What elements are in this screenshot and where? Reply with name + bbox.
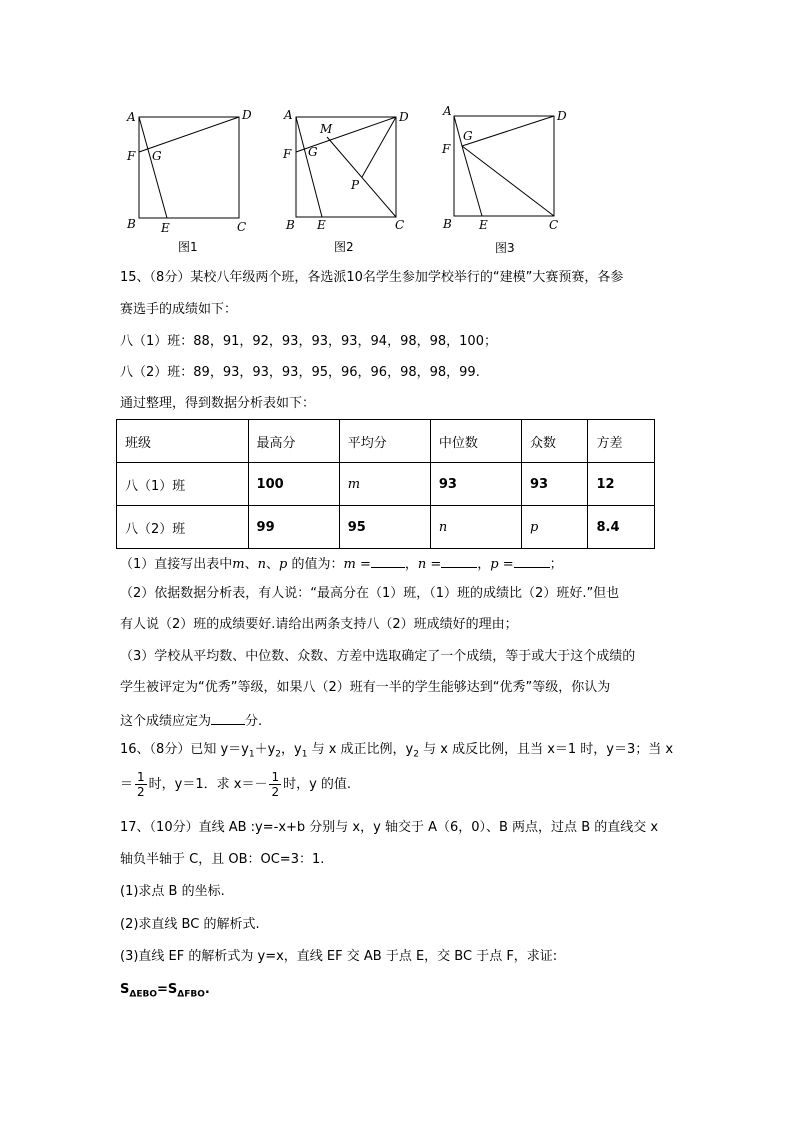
n-equals: n =	[417, 557, 442, 572]
q15-sub2-line-1: （2）依据数据分析表，有人说：“最高分在（1）班，（1）班的成绩比（2）班好.”但也	[120, 586, 620, 601]
subscript: 2	[413, 749, 419, 760]
q16-line-2	[120, 768, 351, 802]
q17-conclusion	[120, 981, 210, 1004]
table-cell: 8.4	[588, 506, 655, 549]
fig2-line-pd	[362, 117, 396, 177]
fig2-label-d: D	[399, 110, 409, 124]
table-header-cell: 众数	[522, 420, 588, 463]
p-equals: p =	[490, 557, 514, 572]
q15-line-1: 15、（8分）某校八年级两个班，各选派10名学生参加学校举行的“建模”大赛预赛，各参	[120, 270, 624, 285]
table-cell: p	[522, 506, 588, 549]
q15-sub1-mid: 的值为：	[287, 557, 344, 572]
area-symbol: =S	[157, 982, 178, 997]
table-header-cell: 班级	[117, 420, 249, 463]
table-cell: 99	[248, 506, 339, 549]
fig1-caption: 图1	[178, 240, 198, 254]
fig3-label-f: F	[442, 142, 451, 156]
q15-class2-scores: 八（2）班：89，93，93，93，95，96，96，98，98，99.	[120, 365, 480, 380]
fig1-label-d: D	[242, 108, 252, 122]
fraction-one-half	[135, 770, 147, 799]
fig3-label-e: E	[479, 218, 488, 232]
q15-sub1-sep: 、	[244, 557, 258, 572]
table-cell: 93	[430, 463, 521, 506]
fig2-label-e: E	[317, 218, 326, 232]
answer-blank-m[interactable]	[371, 553, 405, 568]
subscript: ΔFBO	[177, 989, 205, 1000]
fig1-label-e: E	[161, 221, 170, 235]
table-cell: 12	[588, 463, 655, 506]
q15-sub1-sep: 、	[266, 557, 280, 572]
q17-line-1: 17、（10分）直线 AB :y=-x+b 分别与 x，y 轴交于 A（6，0）、B 两点，过点 B 的直线交 x	[120, 820, 659, 835]
answer-blank-p[interactable]	[514, 553, 550, 568]
fig2-label-p: P	[351, 178, 360, 192]
table-cell: 93	[522, 463, 588, 506]
m-equals: m =	[343, 557, 371, 572]
stats-table	[116, 419, 655, 549]
fig1-label-f: F	[127, 149, 136, 163]
q16-line-1	[120, 741, 673, 764]
table-header-cell: 方差	[588, 420, 655, 463]
fraction-numerator: 1	[271, 770, 280, 784]
fig1-label-a: A	[127, 110, 136, 124]
q17-sub1: (1)求点 B 的坐标.	[120, 884, 225, 899]
figure-row	[0, 0, 794, 260]
table-cell: 八（2）班	[117, 506, 249, 549]
figure-1	[139, 117, 239, 218]
table-row	[117, 506, 655, 549]
fraction-numerator: 1	[137, 770, 145, 784]
fraction-one-half	[269, 770, 281, 799]
q15-sub1-end: ；	[549, 557, 563, 572]
q16-text: ＝	[120, 777, 134, 792]
fig2-label-g: G	[308, 145, 318, 159]
q15-table-intro: 通过整理，得到数据分析表如下：	[120, 396, 316, 411]
fig2-label-m: M	[320, 122, 333, 136]
fig2-label-c: C	[395, 218, 405, 232]
q16-text: 与 x 成正比例，y	[307, 742, 414, 757]
q16-text: 与 x 成反比例，且当 x＝1 时，y＝3；当 x	[418, 742, 674, 757]
q15-class1-scores: 八（1）班：88，91，92，93，93，93，94，98，98，100；	[120, 334, 497, 349]
q15-sub1-comma: ，	[477, 557, 491, 572]
fig3-label-d: D	[557, 109, 567, 123]
fig3-line-ag	[454, 116, 462, 146]
table-cell: 95	[339, 506, 430, 549]
table-cell: 100	[248, 463, 339, 506]
fig2-label-f: F	[283, 147, 292, 161]
figure-2	[296, 117, 396, 217]
fig2-square	[296, 117, 396, 217]
fig2-label-a: A	[284, 108, 293, 122]
q16-text: 16、（8分）已知 y＝y	[120, 742, 249, 757]
fig2-label-b: B	[286, 218, 295, 232]
table-header-cell: 平均分	[339, 420, 430, 463]
fig1-label-g: G	[152, 149, 162, 163]
table-header-cell: 中位数	[430, 420, 521, 463]
q15-sub3-suffix: 分.	[245, 714, 263, 729]
subscript: 1	[301, 749, 308, 760]
fraction-denominator: 2	[271, 785, 280, 799]
fig1-label-b: B	[127, 217, 136, 231]
q16-text: ＋y	[254, 742, 276, 757]
fig3-line-gc	[462, 146, 554, 216]
subscript: 1	[248, 749, 255, 760]
var-n: n	[257, 557, 266, 572]
table-cell: 八（1）班	[117, 463, 249, 506]
fig3-label-c: C	[549, 218, 559, 232]
q15-line-2: 赛选手的成绩如下：	[120, 302, 238, 317]
fraction-denominator: 2	[137, 785, 145, 799]
period: .	[204, 982, 210, 997]
fig3-label-b: B	[443, 217, 452, 231]
subscript: ΔEBO	[129, 989, 157, 1000]
fig3-line-ge	[462, 146, 482, 216]
q15-sub3-prefix: 这个成绩应定为	[120, 714, 212, 729]
q15-sub1	[120, 553, 563, 574]
q16-text: ，y	[281, 742, 302, 757]
q17-line-2: 轴负半轴于 C，且 OB：OC=3：1.	[120, 852, 325, 867]
answer-blank-score[interactable]	[211, 710, 245, 725]
fig1-square	[139, 117, 239, 218]
fig2-caption: 图2	[334, 240, 354, 254]
q17-sub3: (3)直线 EF 的解析式为 y=x，直线 EF 交 AB 于点 E，交 BC 于点 F，求证:	[120, 949, 558, 964]
fig3-label-a: A	[443, 104, 452, 118]
table-cell: n	[430, 506, 521, 549]
q15-sub3-line-2: 学生被评定为“优秀”等级，如果八（2）班有一半的学生能够达到“优秀”等级，你认为	[120, 680, 611, 695]
fig3-label-g: G	[463, 129, 473, 143]
table-row	[117, 463, 655, 506]
area-symbol: S	[120, 982, 130, 997]
q16-text: 时，y＝1．求 x＝－	[148, 777, 268, 792]
table-cell: m	[339, 463, 430, 506]
q15-sub3-line-1: （3）学校从平均数、中位数、众数、方差中选取确定了一个成绩，等于或大于这个成绩的	[120, 649, 636, 664]
q17-sub2: (2)求直线 BC 的解析式.	[120, 917, 260, 932]
fig2-line-ae	[296, 117, 322, 217]
q15-sub1-comma: ，	[404, 557, 418, 572]
q16-text: 时，y 的值.	[283, 777, 352, 792]
answer-blank-n[interactable]	[441, 553, 477, 568]
q15-sub2-line-2: 有人说（2）班的成绩要好.请给出两条支持八（2）班成绩好的理由；	[120, 617, 518, 632]
fig2-line-mc	[327, 137, 396, 217]
fig1-label-c: C	[237, 220, 247, 234]
q15-sub1-prefix: （1）直接写出表中	[120, 557, 233, 572]
fig3-caption: 图3	[495, 241, 515, 255]
subscript: 2	[275, 749, 282, 760]
var-p: p	[279, 557, 288, 572]
fig1-line-fd	[139, 117, 239, 152]
var-m: m	[232, 557, 245, 572]
table-header-cell: 最高分	[248, 420, 339, 463]
fig1-line-ae	[139, 117, 167, 218]
table-header-row	[117, 420, 655, 463]
fig3-line-gd	[462, 116, 554, 146]
q15-sub3-line-3	[120, 710, 262, 731]
figures-svg	[0, 0, 794, 260]
